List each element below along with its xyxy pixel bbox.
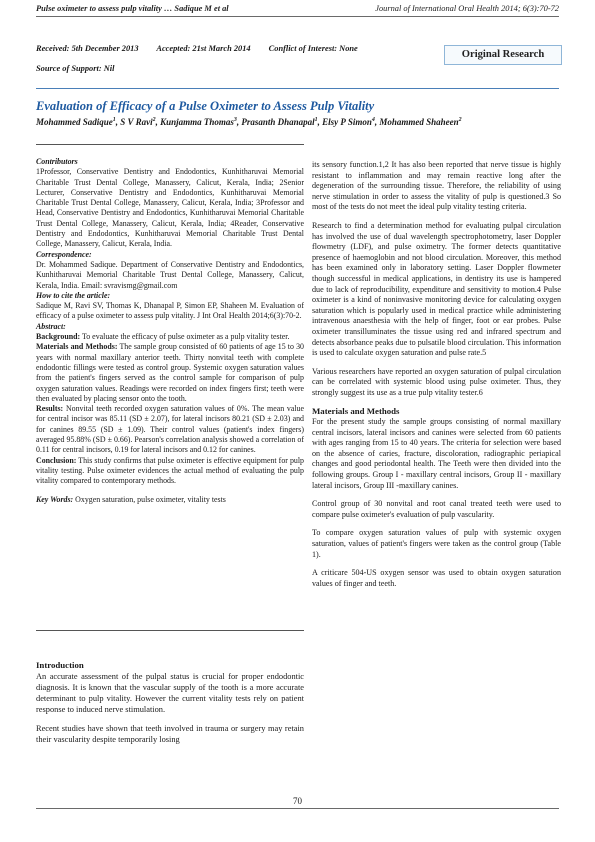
paragraph: its sensory function.1,2 It has also been reported that nerve tissue is highly resistant to inflammation and may remain reactive long after the degeneration of the surrounding tissue. Therefore, the reliability of using nerve stimulation in order to assess the vitality of pulp is questioned.3 So most of the tests do not meet the ideal pulp vitality testing criteria. xyxy=(312,160,561,212)
received-date: Received: 5th December 2013 xyxy=(36,44,139,53)
paragraph: Recent studies have shown that teeth involved in trauma or surgery may retain their vascularity despite temporarily losing xyxy=(36,724,304,744)
accepted-date: Accepted: 21st March 2014 xyxy=(156,44,251,53)
footer-divider xyxy=(36,808,559,809)
paragraph: To compare oxygen saturation values of pulp with systemic oxygen saturation, values of patient's fingers were taken as the control group (Table 1). xyxy=(312,528,561,559)
abstract-bottom-rule xyxy=(36,630,304,631)
abstract-conclusion: Conclusion: This study confirms that pulse oximeter is effective equipment for pulp vitality testing. Pulse oximeter evidences the actual method of evaluating the pulp vitality compared to contemporary methods. xyxy=(36,455,304,486)
author: S V Ravi$^2$ xyxy=(120,117,156,127)
source-of-support: Source of Support: Nil xyxy=(36,64,115,73)
abstract-column xyxy=(36,157,304,505)
paragraph: An accurate assessment of the pulpal status is crucial for proper endodontic diagnosis. It is known that the vascular supply of the tooth is a more accurate determinant to pulp vitality. However the current vitality tests rely on patient response to induced nerve stimulation. xyxy=(36,672,304,714)
author: Elsy P Simon$^4$ xyxy=(322,117,375,127)
running-header-right: Journal of International Oral Health 2014; 6(3):70-72 xyxy=(375,4,559,13)
author: Mohammed Sadique$^1$ xyxy=(36,117,116,127)
keywords: Key Words: Oxygen saturation, pulse oximeter, vitality tests xyxy=(36,494,226,504)
paragraph: Research to find a determination method for evaluating pulpal circulation has involved the use of dual wavelength spectrophotometry, laser Doppler flowmetry (LDF), and pulse oximetry. The former detects quantitative presence of haemoglobin and not blood circulation. Moreover, this method has been examined only in laboratory setting. Laser Doppler flowmeter though successful in medical applications, in dentistry its use is hampered due to lack of reproducibility, expenditure and sensitivity to motion.4 Pulse oximeter is a kind of noninvasive monitoring device for calculating oxygen saturation which is popularly used in medical practice while administering intravenous anaesthesia with the help of finger, foot or ear probes. Pulse oximeter transilluminates the tissue using red and infrared spectrum and detects absorbance peaks due to pulsatile blood circulation. This information is used to calculate oxygen saturation and pulse rate.5 xyxy=(312,220,561,358)
conflict-of-interest: Conflict of Interest: None xyxy=(268,44,358,53)
page-number: 70 xyxy=(293,796,302,806)
paragraph: For the present study the sample groups consisting of normal maxillary central incisors, lateral incisors and canines were selected from 60 patients with ages ranging from 15 to 40 years. The criteria for selection were based on the absence of caries, fracture, discoloration, radiographic periapical changes and good periodontal health. The Teeth were then divided into the following groups. Group I - maxillary central incisors, Group II - maxillary lateral incisors, Group III -maxillary canines. xyxy=(312,417,561,490)
article-type-badge: Original Research xyxy=(444,45,562,65)
author: Mohammed Shaheen$^2$ xyxy=(379,117,462,127)
author: Kunjamma Thomas$^3$ xyxy=(160,117,237,127)
correspondence-text: Dr. Mohammed Sadique. Department of Conservative Dentistry and Endodontics, Kunhitharuvai Memorial Charitable Trust Dental College, Manassery, Calicut, Kerala, India. Email: svravismg@gmail.com xyxy=(36,259,304,290)
right-column xyxy=(312,160,561,589)
title-divider xyxy=(36,88,559,89)
abstract-heading: Abstract: xyxy=(36,321,66,331)
introduction-section xyxy=(36,660,304,745)
citation-text: Sadique M, Ravi SV, Thomas K, Dhanapal P, Simon EP, Shaheen M. Evaluation of efficacy of a pulse oximeter to assess pulp vitality. J Int Oral Health 2014;6(3):70-2. xyxy=(36,301,304,321)
contributors-text: 1Professor, Conservative Dentistry and Endodontics, Kunhitharuvai Memorial Charitable Trust Dental College, Manassery, Calicut, Kerala, India; 2Senior Lecturer, Conservative Dentistry and Endodontics, Kunhitharuvai Memorial Charitable Trust Dental College, Manassery, Calicut, Kerala, India; 3Professor and Head, Conservative Dentistry and Endodontics, Kunhitharuvai Memorial Charitable Trust Dental College, Manassery, Calicut, Kerala, India; 4Reader, Conservative Dentistry and Endodontics, Kunhitharuvai Memorial Charitable Trust Dental College, Manassery, Calicut, Kerala, India. xyxy=(36,167,304,249)
running-header-left: Pulse oximeter to assess pulp vitality … Sadique M et al xyxy=(36,4,229,13)
author: Prasanth Dhanapal$^1$ xyxy=(241,117,318,127)
introduction-heading: Introduction xyxy=(36,660,84,670)
author-list: Mohammed Sadique$^1$, S V Ravi$^2$, Kunjamma Thomas$^3$, Prasanth Dhanapal$^1$, Elsy P Simon$^4$, Mohammed Shaheen$^2$ xyxy=(36,117,462,127)
abstract-methods: Materials and Methods: The sample group consisted of 60 patients of age 15 to 30 years with normal maxillary anterior teeth. Thirty nonvital teeth with complete endodontic fillings were tested as control group. Systemic oxygen saturation values from the patient's fingers served as the control sample for comparison of pulp oxygen saturation values. Readings were recorded on index fingers first; teeth were then evaluated by placing sensor onto the tooth. xyxy=(36,342,304,403)
paragraph: A criticare 504-US oxygen sensor was used to obtain oxygen saturation values of finger and teeth. xyxy=(312,568,561,588)
abstract-top-rule xyxy=(36,144,304,145)
contributors-heading: Contributors xyxy=(36,157,78,166)
methods-heading: Materials and Methods xyxy=(312,406,400,417)
paragraph: Control group of 30 nonvital and root canal treated teeth were used to compare pulse oximeter's evaluation of pulp vascularity. xyxy=(312,499,561,519)
correspondence-heading: Correspondence: xyxy=(36,249,92,259)
paragraph: Various researchers have reported an oxygen saturation of pulpal circulation can be correlated with systemic blood using pulse oximeter. Thus, they strongly suggest its use as a true pulp vitality tester.6 xyxy=(312,366,561,397)
article-dates xyxy=(36,44,374,53)
header-divider xyxy=(36,16,559,17)
abstract-background: Background: To evaluate the efficacy of pulse oximeter as a pulp vitality tester. xyxy=(36,332,290,342)
article-title: Evaluation of Efficacy of a Pulse Oximeter to Assess Pulp Vitality xyxy=(36,99,375,113)
citation-heading: How to cite the article: xyxy=(36,290,111,300)
abstract-results: Results: Nonvital teeth recorded oxygen saturation values of 0%. The mean value for central incisor was 85.11 (SD ± 2.07), for lateral incisors 80.21 (SD ± 2.03) and for canines 89.55 (SD ± 1.09). Their control values (patient's index fingers) averaged 95.88% (SD ± 0.66). Pearson's correlation analysis showed a correlation of 0.11 for central incisors, 0.19 for lateral incisors and 0.12 for canines. xyxy=(36,404,304,455)
